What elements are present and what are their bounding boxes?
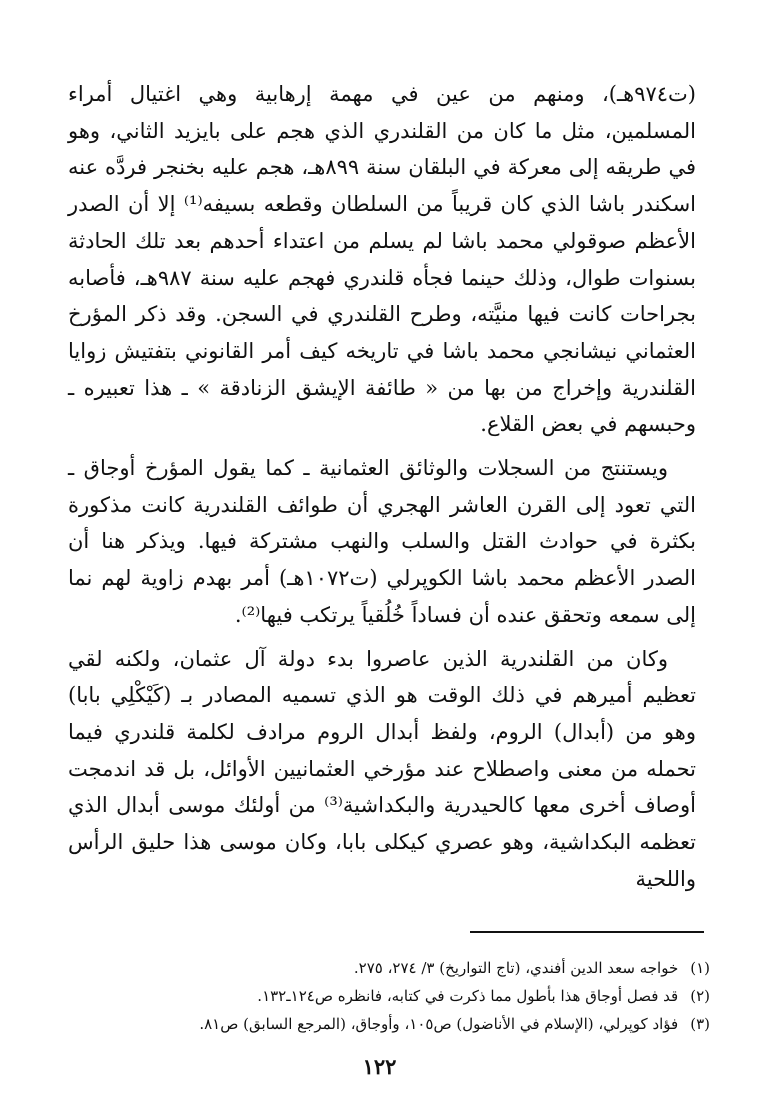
footnote-number: (١) [690, 959, 710, 977]
footnote-text: خواجه سعد الدين أفندي، (تاج التواريخ) ٣/ ٢٧٤، ٢٧٥. [353, 959, 679, 977]
footnote-text: قد فصل أوجاق هذا بأطول مما ذكرت في كتابه، فانظره ص١٢٤ـ١٣٢. [257, 987, 679, 1005]
footnote-2 [90, 982, 710, 1010]
paragraph-3: وكان من القلندرية الذين عاصروا بدء دولة آل عثمان، ولكنه لقي تعظيم أميرهم في ذلك الوقت هو الذي تسميه المصادر بـ (كَيْكْلِي بابا) وهو من (أبدال) الروم، ولفظ أبدال الروم مرادف لكلمة قلندري فيما تحمله من معنى واصطلاح عند مؤرخي العثمانيين الأوائل، بل قد اندمجت أوصاف أخرى معها كالحيدرية والبكداشية⁽³⁾ من أولئك موسى أبدال الذي تعظمه البكداشية، وهو عصري كيكلى بابا، وكان موسى هذا حليق الرأس واللحية [68, 646, 696, 891]
paragraph-2: ويستنتج من السجلات والوثائق العثمانية ـ كما يقول المؤرخ أوجاق ـ التي تعود إلى القرن العاشر الهجري أن طوائف القلندرية كانت مذكورة بكثرة في حوادث القتل والسلب والنهب مشتركة فيها. ويذكر هنا أن الصدر الأعظم محمد باشا الكوپرلي (ت١٠٧٢هـ) أمر بهدم زاوية لهم نما إلى سمعه وتحقق عنده أن فساداً خُلُقياً يرتكب فيها⁽²⁾. [68, 456, 696, 627]
body-text [68, 76, 696, 897]
paragraph-1: (ت٩٧٤هـ)، ومنهم من عين في مهمة إرهابية وهي اغتيال أمراء المسلمين، مثل ما كان من القلندري الذي هجم على بايزيد الثاني، وهو في طريقه إلى معركة في البلقان سنة ٨٩٩هـ، هجم عليه بخنجر فردَّه عنه اسكندر باشا الذي كان قريباً من السلطان وقطعه بسيفه⁽¹⁾ إلا أن الصدر الأعظم صوقولي محمد باشا لم يسلم من اعتداء أحدهم بعد تلك الحادثة بسنوات طوال، وذلك حينما فجأه قلندري فهجم عليه سنة ٩٨٧هـ، فأصابه بجراحات كانت فيها منيَّته، وطرح القلندري في السجن. وقد ذكر المؤرخ العثماني نيشانجي محمد باشا في تاريخه كيف أمر القانوني بتفتيش زوايا القلندرية وإخراج من بها من « طائفة الإيشق الزنادقة » ـ هذا تعبيره ـ وحبسهم في بعض القلاع. [68, 82, 697, 437]
footnote-1 [90, 954, 710, 982]
footnote-separator [470, 931, 704, 933]
footnote-3 [90, 1010, 710, 1038]
page-number: ١٢٢ [362, 1054, 397, 1079]
footnotes [90, 954, 710, 1038]
footnote-number: (٣) [690, 1015, 710, 1033]
footnote-number: (٢) [690, 987, 710, 1005]
footnote-text: فؤاد كوپرلي، (الإسلام في الأناضول) ص١٠٥، وأوجاق، (المرجع السابق) ص٨١. [199, 1015, 679, 1033]
